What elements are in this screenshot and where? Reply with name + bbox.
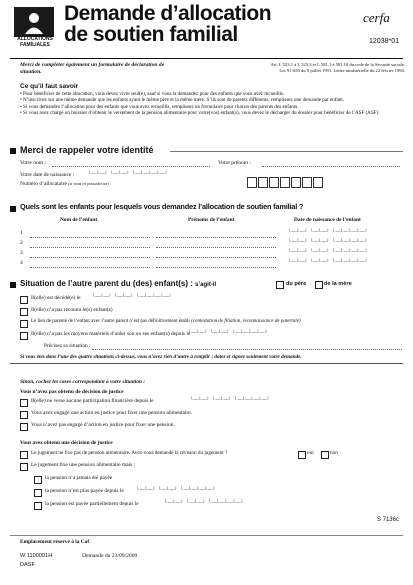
justice-intro: Sinon, cochez les cases correspondant à votre situation : — [20, 379, 146, 385]
revision-non-label: non — [330, 450, 338, 456]
form-reference: S 7136c — [376, 517, 399, 523]
know-item: • Pour bénéficier de cette allocation, vous devez vivre seul(e), sauf si vous la demandez pour des enfants que vous avez recueillis. — [20, 91, 285, 97]
pere-label: du père — [286, 281, 307, 287]
alloc-label-line — [20, 181, 111, 187]
birth-date-field[interactable]: └─┴─┘ └─┴─┘ └─┴─┴─┴─┘ — [88, 172, 169, 177]
no-payment-date-field[interactable]: └─┴─┘ └─┴─┘ └─┴─┴─┴─┘ — [190, 398, 271, 403]
child-prenom-field[interactable] — [156, 267, 276, 268]
parentage-line — [31, 319, 301, 324]
no-payment-label: Il(elle) ne verse aucune participation financière depuis le — [31, 398, 154, 404]
title-line1: Demande d’allocation — [64, 2, 272, 25]
no-payment-checkbox[interactable] — [20, 399, 28, 407]
section-marker — [10, 148, 16, 154]
decision-heading: Vous avez obtenu une décision de justice — [20, 440, 113, 446]
form-code: W 1100001H — [20, 553, 53, 559]
row-number: 4 — [20, 260, 23, 266]
other-parent-sub: s’agit-il — [195, 282, 217, 288]
nom-field[interactable] — [52, 166, 210, 167]
revision-oui-label: oui — [307, 450, 314, 456]
identity-heading: Merci de rappeler votre identité — [20, 145, 154, 155]
row-number: 2 — [20, 240, 23, 246]
child-prenom-field[interactable] — [156, 237, 276, 238]
table-row — [20, 250, 405, 260]
table-row — [20, 230, 405, 240]
logo-line1: ALLOCATIONS — [17, 36, 53, 42]
never-paid-label: la pension n’a jamais été payée — [45, 475, 113, 481]
deceased-date-field[interactable]: └─┴─┘ └─┴─┘ └─┴─┴─┴─┘ — [92, 295, 173, 300]
know-heading: Ce qu’il faut savoir — [20, 83, 79, 90]
col-prenom: Prénoms de l’enfant — [188, 217, 235, 223]
action-engaged-checkbox[interactable] — [20, 411, 28, 419]
section-marker — [10, 206, 16, 212]
not-recognized-label: Il(elle) n’a pas reconnu le(s) enfant(s) — [31, 307, 113, 313]
row-number: 3 — [20, 250, 23, 256]
child-date-field[interactable]: └─┴─┘ └─┴─┘ └─┴─┴─┴─┘ — [288, 250, 369, 255]
no-pension-label: Le jugement ne fixe pas de pension alimentaire. Avez-vous demandé la révision du jugement ? — [31, 450, 228, 456]
col-date: Date de naissance de l’enfant — [294, 217, 361, 223]
row-number: 1 — [20, 230, 23, 236]
other-parent-title: Situation de l’autre parent du (des) enfant(s) : — [20, 279, 193, 288]
mere-label: de la mère — [324, 281, 352, 287]
know-item: • Si vous avez chargé un huissier d’obtenir le versement de la pension alimentaire pour votre(vos) enfant(s), vous devez le décharger du dossier pour bénéficier de l’ASF (ASF). — [20, 109, 380, 116]
request-date: Demande du 23/09/2009 — [82, 553, 138, 559]
legal-ref-2: Loi 91-650 du 9 juillet 1991. Lettre ministérielle du 22 février 1994. — [279, 68, 405, 73]
child-date-field[interactable]: └─┴─┘ └─┴─┘ └─┴─┴─┴─┘ — [288, 260, 369, 265]
no-action-label: Vous n’avez pas engagé d’action en justice pour fixer une pension. — [31, 422, 175, 428]
no-longer-paid-checkbox[interactable] — [34, 489, 42, 497]
page-title — [64, 3, 271, 45]
deceased-label: Il(elle) est décédé(e) le — [31, 295, 81, 301]
no-longer-paid-date-field[interactable]: └─┴─┘ └─┴─┘ └─┴─┴─┴─┘ — [136, 488, 217, 493]
children-table — [20, 230, 405, 270]
partially-paid-date-field[interactable]: └─┴─┘ └─┴─┘ └─┴─┴─┴─┘ — [164, 501, 245, 506]
not-recognized-checkbox[interactable] — [20, 308, 28, 316]
legal-references — [215, 62, 405, 74]
revision-non-checkbox[interactable] — [321, 451, 329, 459]
pension-fixed-checkbox[interactable] — [20, 463, 28, 471]
child-nom-field[interactable] — [30, 257, 150, 258]
child-date-field[interactable]: └─┴─┘ └─┴─┘ └─┴─┴─┴─┘ — [288, 230, 369, 235]
title-line2: de soutien familial — [64, 23, 238, 46]
children-heading: Quels sont les enfants pour lesquels vous demandez l’allocation de soutien familial ? — [20, 202, 304, 211]
child-prenom-field[interactable] — [156, 247, 276, 248]
know-item: • N’inscrivez sur une même demande que les enfants ayant le même père et la même mère. S’ils sont de parents différents, remplissez une demande par enfant. — [20, 97, 345, 104]
col-nom: Nom de l’enfant — [60, 217, 98, 223]
footer-divider — [10, 535, 403, 536]
no-means-label: Il(elle) n’a pas les moyens matériels d’aider son ou ses enfant(s) depuis le — [31, 331, 191, 337]
action-engaged-label: Vous avez engagé une action en justice pour fixer une pension alimentaire. — [31, 410, 192, 416]
alloc-label: Numéro d’allocataire — [20, 181, 67, 187]
cerfa-logo — [361, 8, 399, 26]
other-parent-heading — [20, 279, 216, 288]
nom-label: Votre nom : — [20, 160, 46, 166]
parentage-label: Le lien de parenté de l’enfant avec l’autre parent n’est pas définitivement établi — [31, 319, 190, 324]
know-item: • Si vous demandez l’allocation pour des enfants que vous avez recueillis, remplissez un formulaire pour chacun des parents des enfants. — [20, 103, 299, 110]
never-paid-checkbox[interactable] — [34, 476, 42, 484]
no-means-date-field[interactable]: └─┴─┘ └─┴─┘ └─┴─┴─┴─┘ — [188, 331, 269, 336]
partially-paid-label: la pension est payée partiellement depuis le — [45, 501, 139, 507]
prenom-field[interactable] — [262, 166, 400, 167]
child-date-field[interactable]: └─┴─┘ └─┴─┘ └─┴─┴─┴─┘ — [288, 240, 369, 245]
no-decision-heading: Vous n’avez pas obtenu de décision de justice — [20, 389, 124, 395]
situation-label: Précisez sa situation : — [44, 343, 91, 349]
section-marker — [10, 282, 16, 288]
reserved-label: Emplacement réservé à la Caf — [20, 539, 90, 545]
partially-paid-checkbox[interactable] — [34, 502, 42, 510]
caf-logo-icon — [14, 7, 54, 37]
alloc-note: (si vous en possédez un) : — [68, 181, 112, 186]
parentage-checkbox[interactable] — [20, 320, 28, 328]
legal-ref-1: Art. L 523.1 à L 523.3 et L 581.1 à 581.10 du code de la Sécurité sociale. — [270, 62, 405, 67]
situation-field[interactable] — [92, 349, 402, 350]
revision-oui-checkbox[interactable] — [298, 451, 306, 459]
no-means-checkbox[interactable] — [20, 332, 28, 340]
divider — [10, 363, 403, 364]
header-divider — [10, 58, 403, 59]
child-prenom-field[interactable] — [156, 257, 276, 258]
no-pension-checkbox[interactable] — [20, 451, 28, 459]
dept-code: DASF — [20, 562, 35, 568]
no-longer-paid-label: la pension n’est plus payée depuis le — [45, 488, 124, 494]
cerfa-label: cerfa — [363, 10, 390, 25]
cerfa-number: 12038*01 — [369, 38, 399, 45]
child-nom-field[interactable] — [30, 267, 150, 268]
birth-label: Votre date de naissance : — [20, 172, 75, 178]
section-rule — [170, 151, 403, 152]
prenom-label: Votre prénom : — [218, 160, 251, 166]
table-row — [20, 240, 405, 250]
logo-line2: FAMILIALES — [20, 41, 50, 48]
alloc-number-field[interactable] — [247, 177, 324, 185]
pension-fixed-label: Le jugement fixe une pension alimentaire mais : — [31, 462, 136, 468]
logo-text — [12, 37, 58, 48]
child-nom-field[interactable] — [30, 237, 150, 238]
child-nom-field[interactable] — [30, 247, 150, 248]
pere-checkbox[interactable] — [276, 281, 284, 289]
warning-text: Si vous êtes dans l’une des quatre situations ci-dessus, vous n’avez rien d’autre à remplir ; datez et signez seulement votre demande. — [20, 354, 302, 360]
no-action-checkbox[interactable] — [20, 423, 28, 431]
deceased-checkbox[interactable] — [20, 296, 28, 304]
intro-note: Merci de compléter également un formulaire de déclaration de situation. — [20, 62, 165, 75]
table-row — [20, 260, 405, 270]
parentage-note: (contestation de filiation, reconnaissance de paternité) — [191, 319, 301, 324]
mere-checkbox[interactable] — [315, 281, 323, 289]
know-list — [20, 91, 400, 116]
